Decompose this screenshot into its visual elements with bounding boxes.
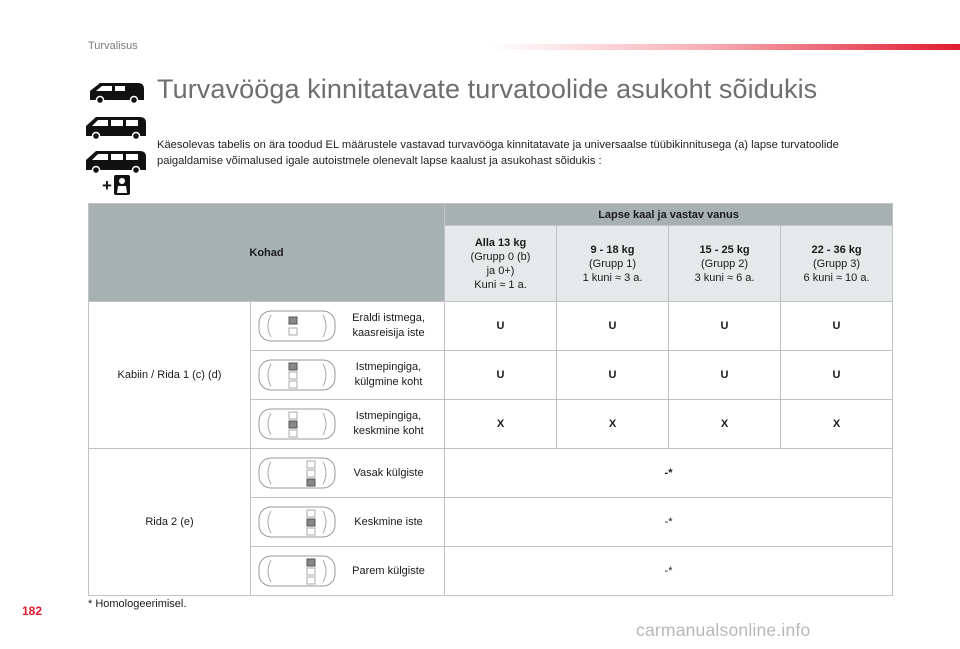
cell-value: X (557, 400, 669, 449)
cell-value: U (669, 302, 781, 351)
group-3-header: 22 - 36 kg (Grupp 3) 6 kuni ≈ 10 a. (781, 226, 893, 302)
cell-value: X (781, 400, 893, 449)
car-top-view-icon (257, 504, 337, 540)
seat-cell (251, 547, 445, 596)
cell-value: U (557, 302, 669, 351)
seat-label-line2: külgmine koht (354, 376, 423, 388)
row2-label: Rida 2 (e) (89, 449, 251, 596)
car-top-view-icon (257, 357, 337, 393)
intro-paragraph: Käesolevas tabelis on ära toodud EL määrustele vastavad turvavööga kinnitatavate ja universaalse tüübikinnitusega (a) lapse turvatoolide paigaldamise võimalused igale autoistmele olenevalt lapse kaalust ja asukohast sõidukis : (157, 139, 839, 167)
seat-label: Keskmine iste (354, 515, 423, 528)
car-top-view-icon (257, 308, 337, 344)
table-row (89, 302, 893, 351)
cell-value: U (557, 351, 669, 400)
cell-value: U (781, 351, 893, 400)
van-short-icon (88, 80, 146, 104)
van-medium-icon (84, 114, 148, 140)
seat-cell (251, 498, 445, 547)
page-title: Turvavööga kinnitatavate turvatoolide asukoht sõidukis (157, 74, 818, 104)
cell-value: U (781, 302, 893, 351)
cell-value: -* (445, 498, 893, 547)
table-row (89, 449, 893, 498)
cell-value: U (445, 302, 557, 351)
header-accent-bar (490, 44, 960, 50)
plus-icon: + (102, 176, 112, 195)
seat-label: Parem külgiste (352, 564, 425, 577)
page-number: 182 (22, 604, 43, 618)
seat-cell (251, 302, 445, 351)
seat-label: Vasak külgiste (353, 466, 424, 479)
seat-label-line1: Istmepingiga, (355, 361, 422, 373)
car-top-view-icon (257, 406, 337, 442)
cell-value: X (669, 400, 781, 449)
group-0-header: Alla 13 kg (Grupp 0 (b) ja 0+) Kuni ≈ 1 a. (445, 226, 557, 302)
cell-value: U (445, 351, 557, 400)
section-label: Turvalisus (88, 40, 138, 52)
seat-label-line1: Istmepingiga, (355, 410, 422, 422)
group-2-header: 15 - 25 kg (Grupp 2) 3 kuni ≈ 6 a. (669, 226, 781, 302)
child-seat-table (88, 203, 893, 596)
seat-cell (251, 351, 445, 400)
footnote: * Homologeerimisel. (88, 598, 187, 610)
row1-label: Kabiin / Rida 1 (c) (d) (89, 302, 251, 449)
car-top-view-icon (257, 455, 337, 491)
seat-cell (251, 449, 445, 498)
seat-cell (251, 400, 445, 449)
seat-label-line1: Eraldi istmega, (352, 312, 425, 324)
weight-header: Lapse kaal ja vastav vanus (445, 204, 893, 226)
cell-value: X (445, 400, 557, 449)
van-long-icon (84, 148, 148, 174)
places-header: Kohad (89, 204, 445, 302)
cell-value: -* (445, 449, 893, 498)
cell-value: -* (445, 547, 893, 596)
group-1-header: 9 - 18 kg (Grupp 1) 1 kuni ≈ 3 a. (557, 226, 669, 302)
seat-label-line2: kaasreisija iste (352, 327, 425, 339)
watermark: carmanualsonline.info (636, 620, 811, 640)
cell-value: U (669, 351, 781, 400)
child-seat-icon (113, 174, 131, 196)
seat-label-line2: keskmine koht (353, 425, 424, 437)
car-top-view-icon (257, 553, 337, 589)
